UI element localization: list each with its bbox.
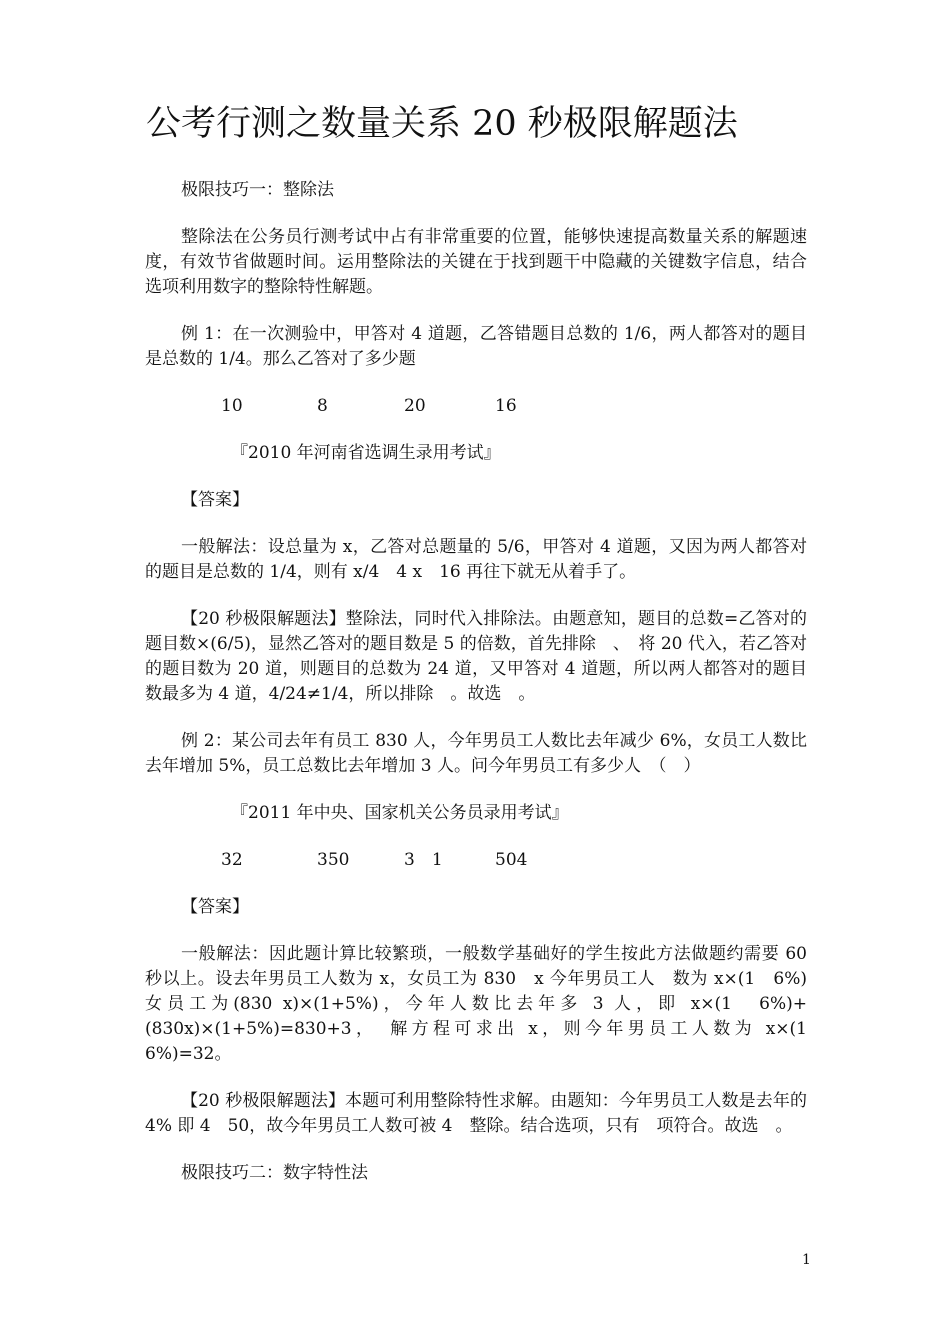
- example2-options: [221, 848, 807, 873]
- example2-question: 例 2：某公司去年有员工 830 人，今年男员工人数比去年减少 6%，女员工人数比去年增加 5%，员工总数比去年增加 3 人。问今年男员工有多少人 （ ）: [145, 731, 807, 776]
- example2-option: 350: [317, 850, 350, 870]
- example1-question: 例 1：在一次测验中，甲答对 4 道题，乙答错题目总数的 1/6，两人都答对的题目是总数的 1/4。那么乙答对了多少题: [145, 324, 807, 369]
- section-heading-2: 极限技巧二：数字特性法: [181, 1163, 368, 1183]
- example1-option: 10: [221, 396, 243, 416]
- example1-option: 8: [317, 396, 328, 416]
- example2-source: 『2011 年中央、国家机关公务员录用考试』: [231, 803, 569, 823]
- example2-fast-solution: 【20 秒极限解题法】本题可利用整除特性求解。由题知：今年男员工人数是去年的 4% 即 4 50，故今年男员工人数可被 4 整除。结合选项，只有 项符合。故选 。: [145, 1091, 824, 1136]
- page-number: 1: [802, 1252, 811, 1268]
- example1-option: 20: [404, 396, 426, 416]
- document-body: [145, 178, 824, 1208]
- example2-option: 3 1: [404, 850, 443, 870]
- example1-answer-label: 【答案】: [181, 490, 249, 510]
- example2-option: 32: [221, 850, 243, 870]
- example1-option: 16: [495, 396, 517, 416]
- example2-option: 504: [495, 850, 528, 870]
- page-title: 公考行测之数量关系 20 秒极限解题法: [146, 104, 738, 144]
- example1-general-solution: 一般解法：设总量为 x，乙答对总题量的 5/6，甲答对 4 道题，又因为两人都答对的题目是总数的 1/4，则有 x/4 4 x 16 再往下就无从着手了。: [145, 537, 807, 582]
- example2-answer-label: 【答案】: [181, 897, 249, 917]
- intro-paragraph: 整除法在公务员行测考试中占有非常重要的位置，能够快速提高数量关系的解题速度，有效节省做题时间。运用整除法的关键在于找到题干中隐藏的关键数字信息，结合选项利用数字的整除特性解题。: [145, 227, 807, 297]
- section-heading-1: 极限技巧一：整除法: [181, 180, 334, 200]
- example1-source: 『2010 年河南省选调生录用考试』: [231, 443, 501, 463]
- example1-options: [221, 394, 807, 419]
- example2-general-solution: 一般解法：因此题计算比较繁琐，一般数学基础好的学生按此方法做题约需要 60 秒以上。设去年男员工人数为 x，女员工为 830 x 今年男员工人 数为 x×(1 6%) 女员工为(830 x)×(1+5%)，今年人数比去年多 3 人，即 x×(1 6%)+(830x)×(1+5%)=830+3， 解方程可求出 x，则今年男员工人数为 x×(1 6%)=32。: [145, 944, 824, 1064]
- example1-fast-solution: 【20 秒极限解题法】整除法，同时代入排除法。由题意知，题目的总数=乙答对的题目数×(6/5)，显然乙答对的题目数是 5 的倍数，首先排除 、 将 20 代入，若乙答对的题目数为 20 道，则题目的总数为 24 道，又甲答对 4 道题，所以两人都答对的题目数最多为 4 道，4/24≠1/4，所以排除 。故选 。: [145, 609, 807, 704]
